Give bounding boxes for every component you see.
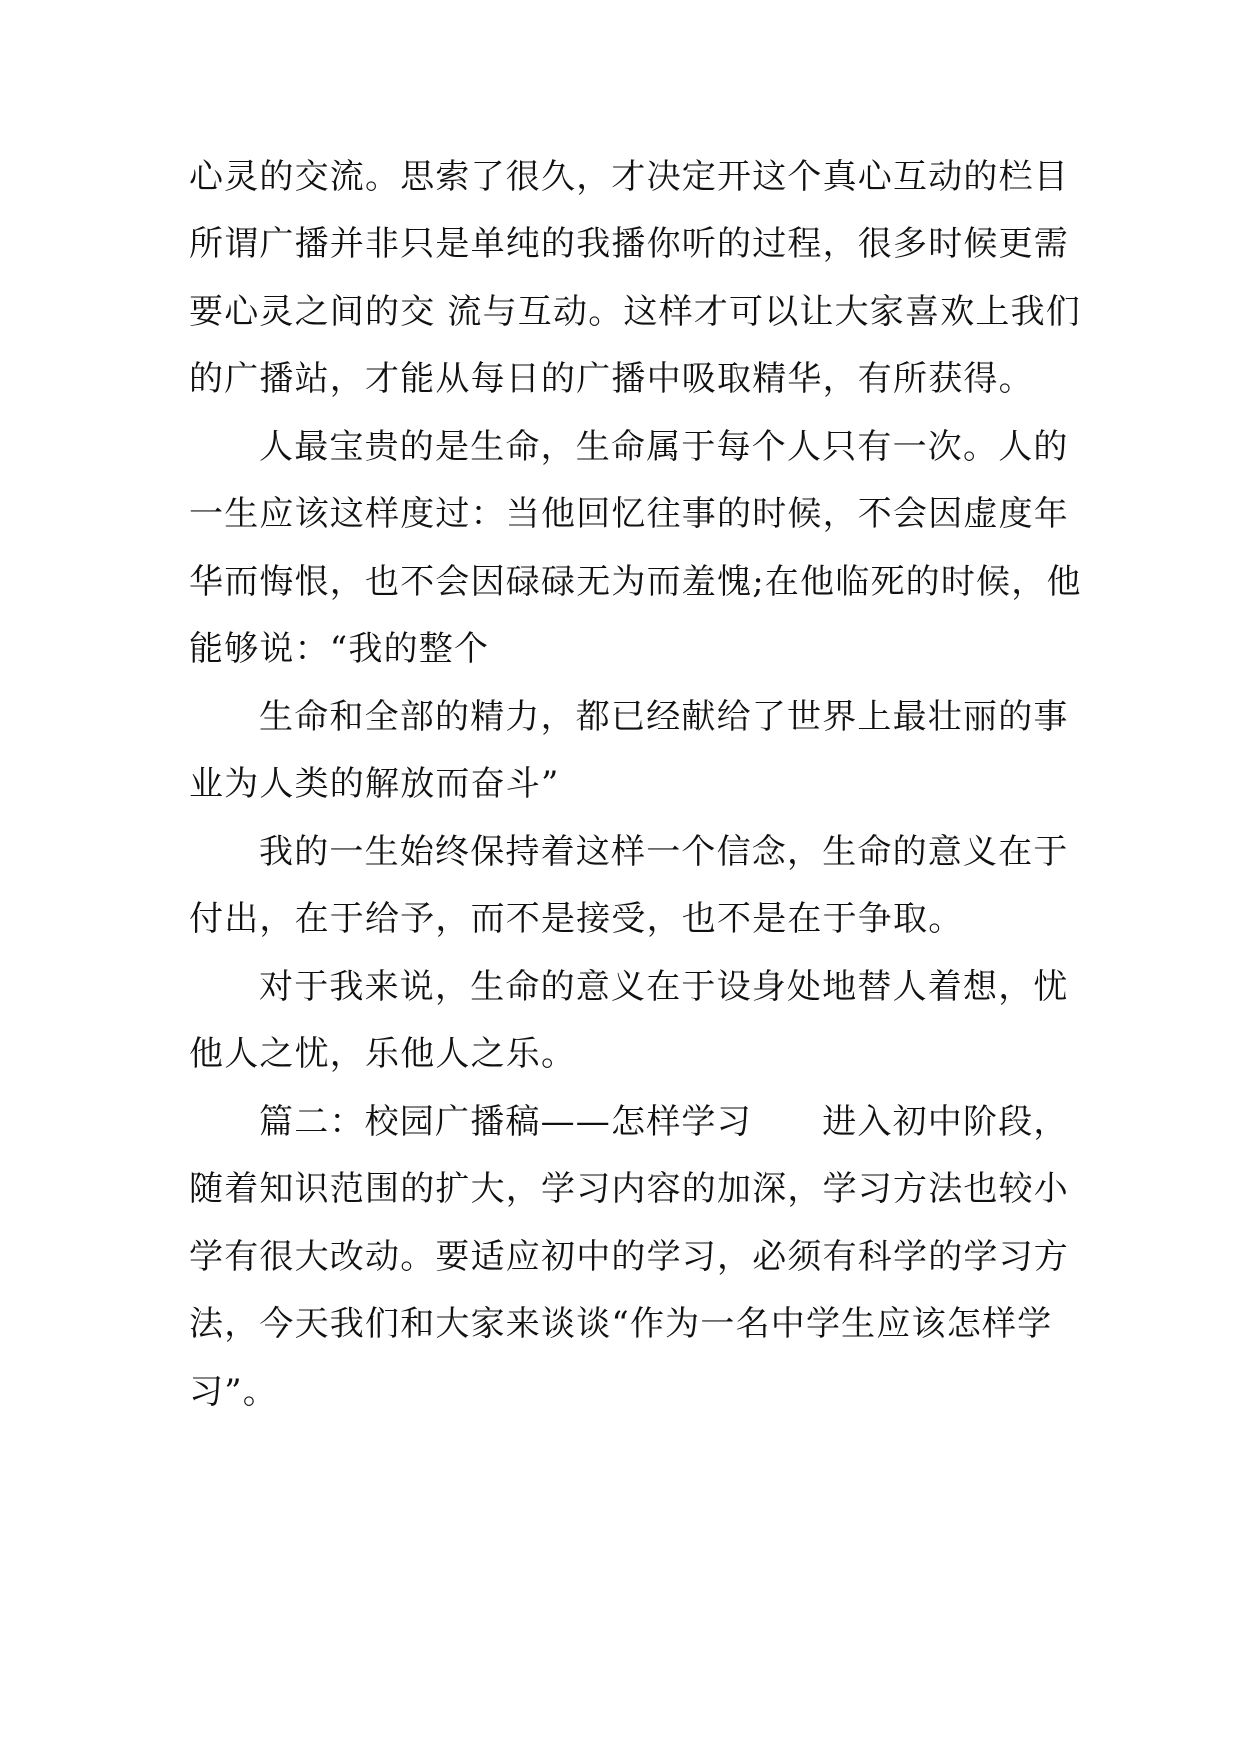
text-line: 心灵的交流。思索了很久，才决定开这个真心互动的栏目 (189, 157, 1069, 197)
text-line: 对于我来说，生命的意义在于设身处地替人着想，忧 (259, 967, 1069, 1007)
text-line: 法，今天我们和大家来谈谈“作为一名中学生应该怎样学 (189, 1304, 1053, 1344)
text-line: 业为人类的解放而奋斗” (189, 764, 560, 804)
text-line: 能够说：“我的整个 (189, 629, 490, 669)
text-line: 付出，在于给予，而不是接受，也不是在于争取。 (189, 899, 964, 939)
text-line: 生命和全部的精力，都已经献给了世界上最壮丽的事 (259, 697, 1069, 737)
text-line: 华而悔恨，也不会因碌碌无为而羞愧;在他临死的时候，他 (189, 562, 1082, 602)
text-line: 所谓广播并非只是单纯的我播你听的过程，很多时候更需 (189, 224, 1069, 264)
text-line: 随着知识范围的扩大，学习内容的加深，学习方法也较小 (189, 1169, 1069, 1209)
section-heading-line: 篇二：校园广播稿——怎样学习 进入初中阶段， (259, 1102, 1069, 1142)
text-line: 我的一生始终保持着这样一个信念，生命的意义在于 (259, 832, 1069, 872)
text-line: 学有很大改动。要适应初中的学习，必须有科学的学习方 (189, 1237, 1069, 1277)
text-line: 人最宝贵的是生命，生命属于每个人只有一次。人的 (259, 427, 1069, 467)
text-line: 要心灵之间的交 流与互动。这样才可以让大家喜欢上我们 (189, 292, 1082, 332)
text-line: 的广播站，才能从每日的广播中吸取精华，有所获得。 (189, 359, 1034, 399)
text-line: 他人之忧，乐他人之乐。 (189, 1034, 577, 1074)
text-line: 一生应该这样度过：当他回忆往事的时候，不会因虚度年 (189, 494, 1069, 534)
text-line: 习”。 (189, 1372, 278, 1412)
